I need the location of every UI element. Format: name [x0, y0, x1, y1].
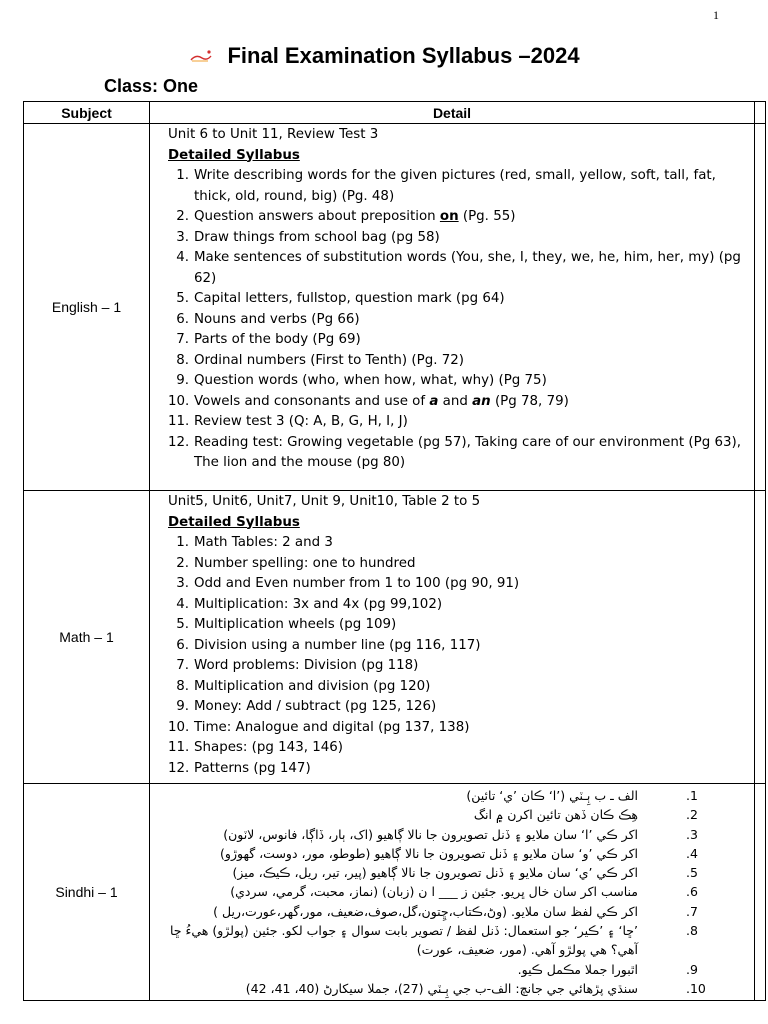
- item-number: 2.: [176, 555, 189, 571]
- list-item: [168, 166, 746, 207]
- item-number: 6.: [176, 311, 189, 327]
- list-item: [160, 786, 712, 805]
- item-number: 8.: [176, 352, 189, 368]
- list-item: [168, 759, 746, 780]
- list-item: [168, 677, 746, 698]
- item-number: 9.: [176, 699, 189, 714]
- list-item: [168, 248, 746, 289]
- item-number: 5.: [176, 291, 189, 306]
- item-text: Math Tables: 2 and 3: [194, 535, 333, 550]
- item-number: 3.: [176, 229, 189, 245]
- item-text-part: (Pg 78, 79): [490, 393, 569, 409]
- english-item-list: [168, 166, 746, 474]
- list-item: [168, 738, 746, 759]
- item-number: 4.: [176, 596, 189, 612]
- english-section-heading: Detailed Syllabus: [168, 147, 300, 163]
- item-number: 1.: [176, 535, 189, 550]
- spacer-column-header: [755, 102, 766, 124]
- item-number: 11.: [168, 740, 190, 755]
- list-item: [168, 310, 746, 331]
- item-number: 2.: [176, 209, 189, 224]
- list-item: [168, 554, 746, 575]
- detail-column-header: Detail: [150, 102, 755, 124]
- math-section-heading: Detailed Syllabus: [168, 514, 300, 530]
- item-text: Parts of the body (Pg 69): [194, 332, 361, 347]
- item-number: 8.: [176, 678, 189, 694]
- title-row: [0, 43, 768, 69]
- list-item: [160, 979, 712, 998]
- item-number: 4.: [176, 250, 189, 265]
- page-number: 1: [713, 8, 719, 22]
- item-number: .5: [686, 865, 698, 881]
- math-detail-cell: [150, 491, 755, 784]
- item-number: 12.: [168, 760, 190, 776]
- list-item: [168, 412, 746, 433]
- list-item: [168, 595, 746, 616]
- page-title: Final Examination Syllabus –2024: [227, 43, 580, 68]
- list-item: [160, 902, 712, 921]
- list-item: [160, 844, 712, 863]
- item-text: اکر ڪي ’و‘ سان ملايو ۽ ڏنل تصويرون جا نالا ڳاهيو (طوطو، مور، دوست، گهوڙو): [220, 845, 638, 861]
- item-text: سنڌي پڙهائي جي جانچ: الف-ب جي ٻِـٽي (27)، جملا سيکارڻ (40، 41، 42): [245, 980, 638, 996]
- item-text: Shapes: (pg 143, 146): [194, 740, 344, 755]
- item-text: Review test 3 (Q: A, B, G, H, I, J): [194, 414, 408, 429]
- item-text: مناسب اکر سان خال ڀريو. جئين ز ___ ا ن (زبان) (نماز، محبت، گرمي، سردي): [230, 884, 638, 900]
- school-logo-icon: [188, 48, 214, 64]
- item-number: .9: [686, 961, 698, 977]
- list-item: [160, 960, 712, 979]
- item-number: .10: [686, 980, 706, 996]
- item-text: Write describing words for the given pictures (red, small, yellow, soft, tall, fat, thick, old, round, big) (Pg. 48): [194, 168, 716, 204]
- item-number: 3.: [176, 576, 189, 591]
- list-item: [160, 863, 712, 882]
- item-number: 9.: [176, 373, 189, 388]
- list-item: [168, 718, 746, 739]
- item-text: Nouns and verbs (Pg 66): [194, 311, 360, 327]
- item-text: ’ڇا‘ ۽ ’ڪير‘ جو استعمال: ڏنل لفظ / تصوير بابت سوال ۽ جواب لکو. جئين (پولڙو) هيءُ ڇا آهي؟ هي پولڙو آهي. (مور، ضعيف، عورت): [169, 923, 638, 958]
- math-intro: Unit5, Unit6, Unit7, Unit 9, Unit10, Table 2 to 5: [168, 494, 481, 509]
- item-text: Ordinal numbers (First to Tenth) (Pg. 72): [194, 352, 464, 368]
- sindhi-subject-cell: Sindhi – 1: [24, 784, 150, 1001]
- item-number: .1: [686, 788, 698, 803]
- item-number: 10.: [168, 719, 190, 735]
- item-text: Money: Add / subtract (pg 125, 126): [194, 699, 437, 714]
- emphasized-word: an: [472, 393, 491, 409]
- item-text-part: and: [438, 393, 473, 409]
- item-text: Make sentences of substitution words (You, she, I, they, we, he, him, her, my) (pg 62): [194, 250, 741, 286]
- sindhi-row: [24, 784, 766, 1001]
- item-text: Capital letters, fullstop, question mark (pg 64): [194, 291, 505, 306]
- item-number: 7.: [176, 332, 189, 347]
- item-text: اکر ڪي لفظ سان ملايو. (وڻ،ڪتاب،ڇِتون،گل،صوف،ضعيف، مور،گهر،عورت،ريل ): [213, 903, 638, 919]
- item-number: 10.: [168, 393, 190, 409]
- item-number: 12.: [168, 434, 190, 450]
- math-subject-cell: Math – 1: [24, 491, 150, 784]
- item-number: .7: [686, 903, 698, 919]
- item-number: 1.: [176, 168, 189, 183]
- list-item: [168, 392, 746, 413]
- item-number: 5.: [176, 617, 189, 632]
- list-item: [168, 615, 746, 636]
- item-text: Multiplication wheels (pg 109): [194, 617, 397, 632]
- syllabus-table: [23, 101, 766, 1001]
- item-text: Odd and Even number from 1 to 100 (pg 90, 91): [194, 576, 520, 591]
- table-header-row: [24, 102, 766, 124]
- subject-column-header: Subject: [24, 102, 150, 124]
- item-text: Reading test: Growing vegetable (pg 57), Taking care of our environment (Pg 63), The lion and the mouse (pg 80): [194, 434, 741, 470]
- item-text: Number spelling: one to hundred: [194, 555, 416, 571]
- item-text: Patterns (pg 147): [194, 760, 311, 776]
- spacer-cell: [755, 491, 766, 784]
- list-item: [160, 921, 712, 960]
- list-item: [160, 882, 712, 901]
- item-text: الف ـ ب ٻِـٽي (’ا‘ ڪان ’ي‘ تائين): [466, 788, 638, 803]
- item-text: Multiplication and division (pg 120): [194, 678, 431, 694]
- item-number: .3: [686, 826, 698, 842]
- item-number: 7.: [176, 658, 189, 673]
- item-number: .2: [686, 807, 698, 823]
- english-row: [24, 124, 766, 491]
- list-item: [168, 330, 746, 351]
- list-item: [168, 574, 746, 595]
- list-item: [160, 825, 712, 844]
- list-item: [168, 351, 746, 372]
- list-item: [168, 228, 746, 249]
- list-item: [168, 533, 746, 554]
- item-number: 6.: [176, 637, 189, 653]
- english-subject-cell: English – 1: [24, 124, 150, 491]
- english-detail-cell: [150, 124, 755, 491]
- list-item: [168, 289, 746, 310]
- item-text: هِڪ ڪان ڏهن تائين اکرن ۾ انگ: [473, 807, 638, 823]
- item-number: .6: [686, 884, 698, 900]
- list-item: [168, 636, 746, 657]
- item-text: Draw things from school bag (pg 58): [194, 229, 440, 245]
- item-text-part: (Pg. 55): [458, 209, 516, 224]
- item-number: .8: [686, 923, 698, 939]
- item-number: .4: [686, 845, 698, 861]
- item-text: [194, 392, 746, 413]
- list-item: [168, 697, 746, 718]
- item-text: Division using a number line (pg 116, 117): [194, 637, 481, 653]
- spacer-cell: [755, 124, 766, 491]
- item-text: اکر ڪي ’ا‘ سان ملايو ۽ ڏنل تصويرون جا نالا ڳاهيو (اک، ٻار، ڏاڳا، فانوس، لاٽون): [223, 826, 638, 842]
- item-text: Multiplication: 3x and 4x (pg 99,102): [194, 596, 443, 612]
- list-item: [168, 656, 746, 677]
- class-label: Class: One: [104, 76, 199, 96]
- math-item-list: [168, 533, 746, 779]
- item-number: 11.: [168, 414, 190, 429]
- item-text: اٿبورا جملا مڪمل ڪيو.: [517, 961, 638, 977]
- list-item: [168, 433, 746, 474]
- sindhi-detail-cell: [150, 784, 755, 1001]
- english-intro: Unit 6 to Unit 11, Review Test 3: [168, 127, 379, 142]
- item-text: [194, 207, 746, 228]
- item-text-part: Question answers about preposition: [194, 209, 440, 224]
- math-row: [24, 491, 766, 784]
- item-text: Question words (who, when how, what, why) (Pg 75): [194, 373, 547, 388]
- item-text: Word problems: Division (pg 118): [194, 658, 419, 673]
- list-item: [168, 207, 746, 228]
- item-text: Time: Analogue and digital (pg 137, 138): [194, 719, 470, 735]
- list-item: [168, 371, 746, 392]
- emphasized-word: on: [439, 209, 459, 224]
- emphasized-word: a: [429, 393, 439, 409]
- spacer-cell: [755, 784, 766, 1001]
- list-item: [160, 805, 712, 824]
- item-text-part: Vowels and consonants and use of: [194, 393, 430, 409]
- sindhi-item-list: [160, 786, 712, 998]
- item-text: اکر ڪي ’ي‘ سان ملايو ۽ ڏنل تصويرون جا نالا ڳاهيو (پير، تير، ريل، ڪيڪ، ميز): [232, 865, 638, 881]
